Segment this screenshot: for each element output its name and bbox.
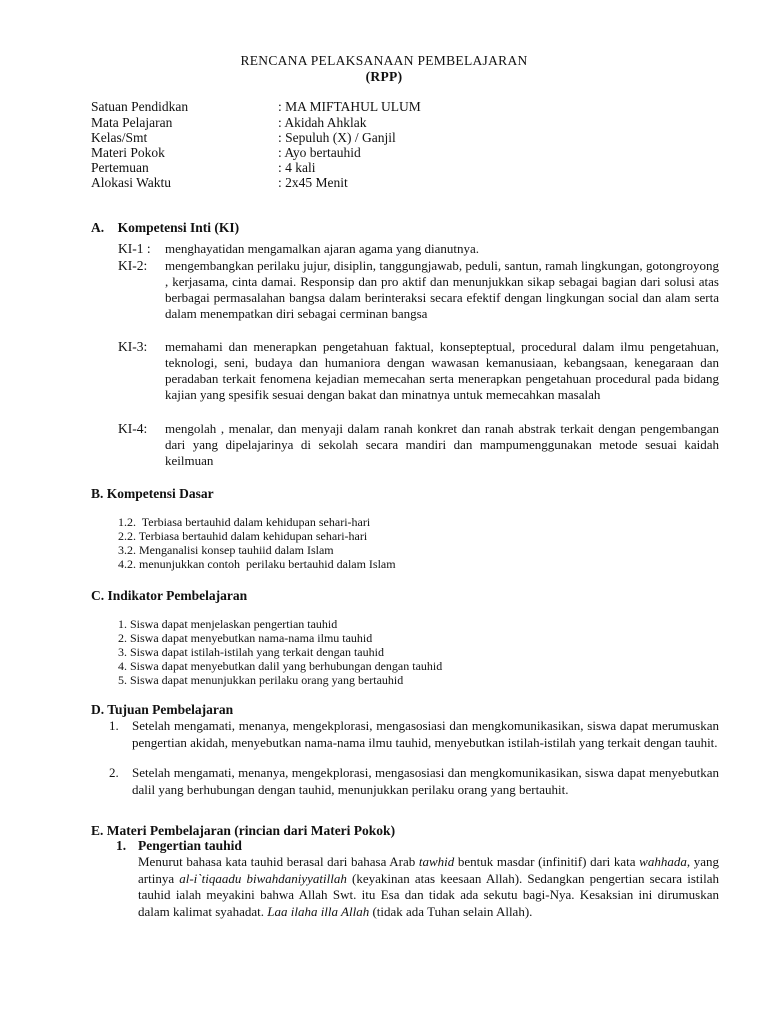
list-item: 2. Siswa dapat menyebutkan nama-nama ilmu tauhid [118, 631, 373, 645]
identity-label: Materi Pokok [91, 145, 165, 160]
list-number: 1. [109, 718, 119, 733]
list-item: 1. Siswa dapat menjelaskan pengertian tauhid [118, 617, 338, 631]
identity-value: : 2x45 Menit [278, 175, 348, 190]
identity-label: Satuan Pendidkan [91, 99, 189, 114]
identity-label: Pertemuan [91, 160, 149, 175]
paragraph-text: (tidak ada Tuhan selain Allah). [369, 903, 533, 919]
document-title: RENCANA PELAKSANAAN PEMBELAJARAN [240, 53, 528, 68]
paragraph-text: (keyakinan atas keesaan Allah). Sedangkan pengertian secara istilah tauhid ialah meyakini bahwa Allah Swt. itu Esa dan tidak ada sekutu bagi-Nya. Kesaksian ini dirumuskan dalam kalimat syahadat. [138, 870, 719, 919]
paragraph-text: bentuk masdar (infinitif) dari kata [454, 854, 640, 869]
paragraph-text: Menurut bahasa kata tauhid berasal dari bahasa Arab [138, 854, 419, 869]
list-item: 4. Siswa dapat menyebutkan dalil yang berhubungan dengan tauhid [118, 659, 443, 673]
arabic-term: Laa ilaha illa Allah [267, 903, 370, 919]
identity-label: Kelas/Smt [91, 130, 148, 145]
identity-value: : MA MIFTAHUL ULUM [278, 99, 421, 114]
list-item: 1.2. Terbiasa bertauhid dalam kehidupan sehari-hari [118, 515, 371, 529]
subsection-number: 1. [116, 838, 127, 853]
ki1-text: menghayatidan mengamalkan ajaran agama yang dianutnya. [165, 241, 480, 256]
arabic-term: tawhid [418, 854, 455, 869]
list-item: 2.2. Terbiasa bertauhid dalam kehidupan sehari-hari [118, 529, 368, 543]
identity-value: : 4 kali [278, 160, 316, 175]
ki2-text: mengembangkan perilaku jujur, disiplin, tanggungjawab, peduli, santun, ramah lingkungan, gotongroyong , kerjasama, cinta damai. Responsip dan pro aktif dan menunjukkan sikap sebagai bagian dari solusi atas berbagai permasalahan bangsa dalam berinteraksi secara efektif dengan lingkungan social dan alam serta dalam menempatkan diri sebagai cerminan bangsa [165, 258, 719, 321]
arabic-term: al-i`tiqaadu biwahdaniyyatillah [179, 870, 347, 886]
ki3-text: memahami dan menerapkan pengetahuan faktual, konsepteptual, procedural dalam ilmu pengetahuan, teknologi, seni, budaya dan humaniora dengan wawasan kemanusiaan, kebangsaan, kenegaraan dan peradaban terkait fenomena kejadian memecahan serta menerapkan pengetahuan procedural pada bidang kajian yang spesifik sesuai dengan bakat dan minatnya untuk memecahkan masalah [165, 339, 719, 402]
material-paragraph [138, 854, 719, 920]
identity-label: Alokasi Waktu [91, 175, 172, 190]
list-item: 3.2. Menganalisi konsep tauhiid dalam Islam [118, 543, 334, 557]
ki4-tag: KI-4: [118, 421, 148, 436]
list-item: 4.2. menunjukkan contoh perilaku bertauhid dalam Islam [118, 557, 396, 571]
section-e-heading: E. Materi Pembelajaran (rincian dari Materi Pokok) [91, 823, 396, 838]
identity-value: : Sepuluh (X) / Ganjil [278, 130, 396, 145]
list-item: 5. Siswa dapat menunjukkan perilaku orang yang bertauhid [118, 673, 404, 687]
arabic-term: wahhada [639, 854, 687, 869]
list-number: 2. [109, 765, 119, 780]
ki3-tag: KI-3: [118, 339, 148, 354]
ki4-text: mengolah , menalar, dan menyaji dalam ranah konkret dan ranah abstrak terkait dengan pengembangan dari yang dipelajarinya di sekolah secara mandiri dan mampumenggunakan metode sesuai kaidah keilmuan [165, 421, 719, 468]
objective-text: Setelah mengamati, menanya, mengekplorasi, mengasosiasi dan mengkomunikasikan, siswa dapat merumuskan pengertian akidah, menyebutkan nama-nama ilmu tauhid, menyebutkan istilah-istilah yang terkait dengan tauhit. [132, 718, 719, 750]
identity-label: Mata Pelajaran [91, 115, 173, 130]
document-subtitle: (RPP) [365, 69, 403, 84]
section-b-heading: B. Kompetensi Dasar [91, 486, 214, 501]
identity-value: : Ayo bertauhid [278, 145, 361, 160]
subsection-heading: Pengertian tauhid [138, 838, 242, 853]
ki1-tag: KI-1 : [118, 241, 151, 256]
section-d-heading: D. Tujuan Pembelajaran [91, 702, 234, 717]
identity-value: : Akidah Ahklak [278, 115, 367, 130]
paragraph-text: , yang artinya [138, 854, 719, 886]
section-c-heading: C. Indikator Pembelajaran [91, 588, 248, 603]
section-a-heading: A. Kompetensi Inti (KI) [91, 220, 240, 235]
list-item: 3. Siswa dapat istilah-istilah yang terkait dengan tauhid [118, 645, 384, 659]
ki2-tag: KI-2: [118, 258, 148, 273]
objective-text: Setelah mengamati, menanya, mengekplorasi, mengasosiasi dan mengkomunikasikan, siswa dapat menyebutkan dalil yang berhubungan dengan tauhid, menunjukkan perilaku orang yang bertauhit. [132, 765, 719, 797]
